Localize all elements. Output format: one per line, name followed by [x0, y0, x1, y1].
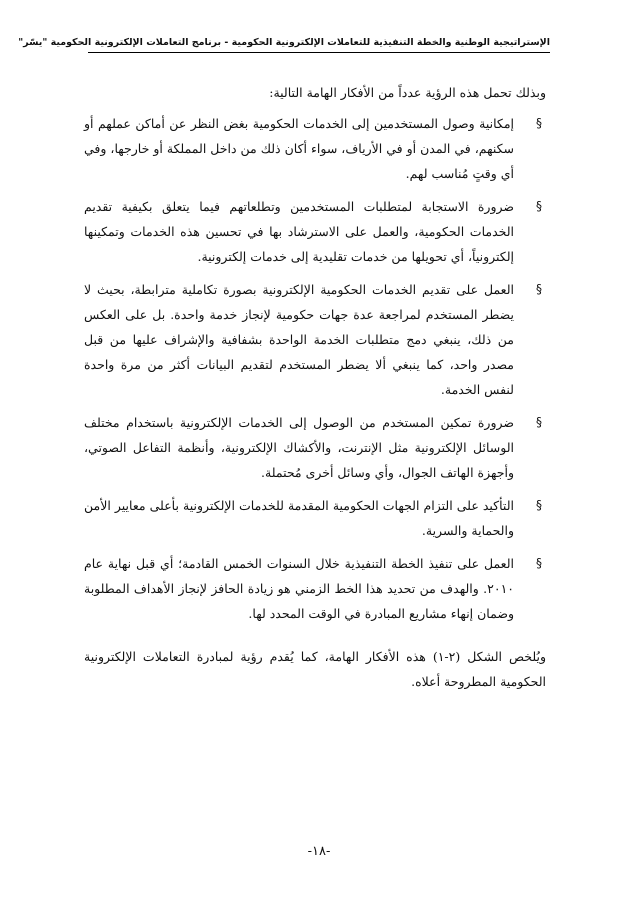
bullet-icon: §: [536, 556, 542, 570]
bullet-text: ضرورة الاستجابة لمتطلبات المستخدمين وتطلعاتهم فيما يتعلق بكيفية تقديم الخدمات الحكومية، والعمل على الاسترشاد بها في تحسين هذه الخدمات وتمكينها إلكترونياً، أي تحويلها من خدمات تقليدية إلى خدمات إلكترونية.: [84, 199, 514, 264]
bullet-item-1: [84, 111, 546, 186]
header-divider: [88, 52, 550, 53]
bullet-icon: §: [536, 498, 542, 512]
bullet-item-5: [84, 493, 546, 543]
summary-paragraph: ويُلخص الشكل (٢-١) هذه الأفكار الهامة، كما يُقدم رؤية لمبادرة التعاملات الإلكترونية الحكومية المطروحة أعلاه.: [84, 649, 547, 689]
bullet-icon: §: [536, 116, 542, 130]
bullet-icon: §: [536, 415, 542, 429]
bullet-icon: §: [536, 199, 542, 213]
bullet-item-4: [84, 410, 546, 485]
bullet-list: [84, 111, 546, 626]
bullet-text: ضرورة تمكين المستخدم من الوصول إلى الخدمات الإلكترونية باستخدام مختلف الوسائل الإلكترونية مثل الإنترنت، والأكشاك الإلكترونية، وأنظمة التفاعل الصوتي، وأجهزة الهاتف الجوال، وأي وسائل أخرى مُحتملة.: [84, 415, 514, 480]
bullet-text: العمل على تنفيذ الخطة التنفيذية خلال السنوات الخمس القادمة؛ أي قبل نهاية عام ٢٠١٠. والهدف من تحديد هذا الخط الزمني هو زيادة الحافز لإنجاز الأهداف المطلوبة وضمان إنهاء مشاريع المبادرة في الوقت المحدد لها.: [84, 556, 514, 621]
page-number: -١٨-: [307, 844, 331, 859]
page-header: الإستراتيجية الوطنية والخطة التنفيذية للتعاملات الإلكترونية الحكومية - برنامج التعاملات الإلكترونية الحكومية "يسّر": [18, 37, 550, 48]
bullet-item-2: [84, 194, 546, 269]
document-body: [84, 80, 546, 694]
bullet-text: إمكانية وصول المستخدمين إلى الخدمات الحكومية بغض النظر عن أماكن عملهم أو سكنهم، في المدن أو في الأرياف، سواء أكان ذلك من داخل المملكة أو خارجها، وفي أي وقتٍ مُناسب لهم.: [84, 116, 514, 181]
bullet-item-3: [84, 277, 546, 402]
bullet-item-6: [84, 551, 546, 626]
bullet-text: العمل على تقديم الخدمات الحكومية الإلكترونية بصورة تكاملية مترابطة، بحيث لا يضطر المستخدم لمراجعة عدة جهات حكومية لإنجاز خدمة واحدة. بل على العكس من ذلك، ينبغي دمج متطلبات الخدمة الواحدة بشفافية والإشراف عليها من قبل مصدر واحد، كما ينبغي ألا يضطر المستخدم لتقديم البيانات أكثر من مرة واحدة لنفس الخدمة.: [84, 282, 514, 397]
bullet-icon: §: [536, 282, 542, 296]
intro-paragraph: وبذلك تحمل هذه الرؤية عدداً من الأفكار الهامة التالية:: [269, 85, 546, 100]
bullet-text: التأكيد على التزام الجهات الحكومية المقدمة للخدمات الإلكترونية بأعلى معايير الأمن والحماية والسرية.: [84, 498, 514, 538]
